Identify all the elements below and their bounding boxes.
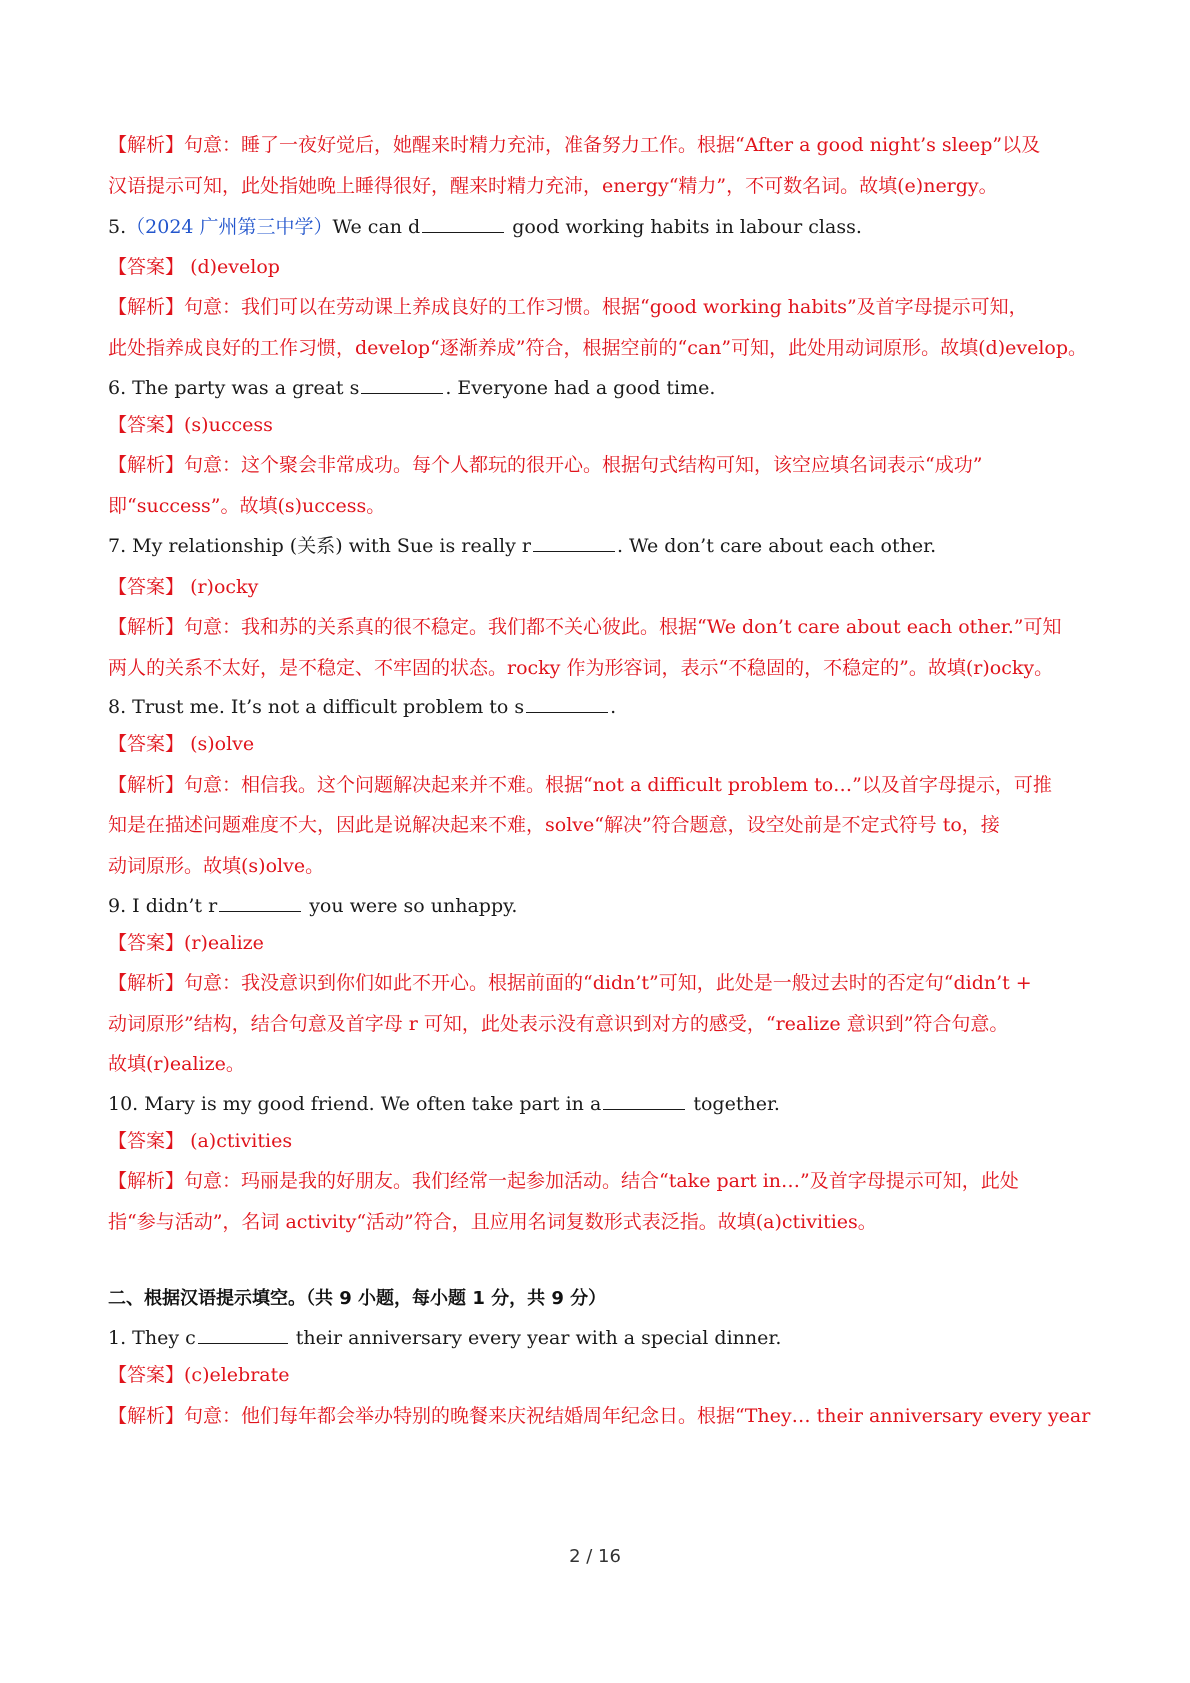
question-10 <box>108 1091 1108 1117</box>
answer-tag: 【答案】 <box>108 1130 185 1152</box>
q9-analysis-line3: 故填(r)ealize。 <box>108 1053 245 1075</box>
q6-blank <box>361 375 443 394</box>
q7-analysis-line1: 【解析】句意：我和苏的关系真的很不稳定。我们都不关心彼此。根据“We don’t care about each other.”可知 <box>108 616 1062 638</box>
q6-analysis-line1: 【解析】句意：这个聚会非常成功。每个人都玩的很开心。根据句式结构可知，该空应填名词表示“成功” <box>108 454 983 476</box>
q10-analysis-line2: 指“参与活动”，名词 activity“活动”符合，且应用名词复数形式表泛指。故填(a)ctivities。 <box>108 1211 877 1233</box>
q5-answer-value: (d)evelop <box>190 256 280 278</box>
question-6 <box>108 375 1108 401</box>
q6-answer-value: (s)uccess <box>184 414 273 436</box>
answer-tag: 【答案】 <box>108 256 185 278</box>
q7-answer <box>108 574 1108 600</box>
s2q1-blank <box>198 1325 288 1344</box>
question-5 <box>108 214 1108 240</box>
q5-analysis-line1: 【解析】句意：我们可以在劳动课上养成良好的工作习惯。根据“good working habits”及首字母提示可知， <box>108 296 1028 318</box>
answer-tag: 【答案】 <box>108 414 185 436</box>
q6-analysis-line2: 即“success”。故填(s)uccess。 <box>108 495 386 517</box>
q9-answer <box>108 930 1108 956</box>
q8-text-pre: 8. Trust me. It’s not a difficult problem to s <box>108 696 525 718</box>
answer-tag: 【答案】 <box>108 1364 185 1386</box>
answer-tag: 【答案】 <box>108 576 185 598</box>
s2q1-answer <box>108 1362 1108 1388</box>
s2q1-analysis-line1: 【解析】句意：他们每年都会举办特别的晚餐来庆祝结婚周年纪念日。根据“They… their anniversary every year <box>108 1405 1091 1427</box>
q5-number: 5. <box>108 216 127 238</box>
q7-blank <box>533 533 615 552</box>
question-9 <box>108 893 1108 919</box>
question-8 <box>108 694 1108 720</box>
q5-source: （2024 广州第三中学） <box>126 216 333 238</box>
question-7 <box>108 533 1108 559</box>
page-number: 2 / 16 <box>569 1546 621 1567</box>
q5-answer <box>108 254 1108 280</box>
q10-text-post: together. <box>693 1093 780 1115</box>
q9-analysis-line2: 动词原形”结构，结合句意及首字母 r 可知，此处表示没有意识到对方的感受，“realize 意识到”符合句意。 <box>108 1013 1009 1035</box>
q5-text-pre: We can d <box>332 216 421 238</box>
s2q1-text-pre: 1. They c <box>108 1327 196 1349</box>
q5-blank <box>422 214 504 233</box>
q6-text-post: . Everyone had a good time. <box>445 377 716 399</box>
q9-text-pre: 9. I didn’t r <box>108 895 218 917</box>
q4-analysis-line2: 汉语提示可知，此处指她晚上睡得很好，醒来时精力充沛，energy“精力”，不可数名词。故填(e)nergy。 <box>108 175 998 197</box>
q7-analysis-line2: 两人的关系不太好，是不稳定、不牢固的状态。rocky 作为形容词，表示“不稳固的，不稳定的”。故填(r)ocky。 <box>108 657 1054 679</box>
q8-answer <box>108 731 1108 757</box>
q8-answer-value: (s)olve <box>190 733 255 755</box>
s2q1-text-post: their anniversary every year with a special dinner. <box>295 1327 782 1349</box>
q8-blank <box>526 694 608 713</box>
s2q1-answer-value: (c)elebrate <box>184 1364 290 1386</box>
q10-blank <box>603 1091 685 1110</box>
q7-answer-value: (r)ocky <box>190 576 259 598</box>
q9-text-post: you were so unhappy. <box>309 895 518 917</box>
section-2-heading: 二、根据汉语提示填空。（共 9 小题，每小题 1 分，共 9 分） <box>108 1288 607 1309</box>
q8-analysis-line1: 【解析】句意：相信我。这个问题解决起来并不难。根据“not a difficult problem to…”以及首字母提示，可推 <box>108 774 1052 796</box>
q6-text-pre: 6. The party was a great s <box>108 377 360 399</box>
q5-text-post: good working habits in labour class. <box>512 216 862 238</box>
answer-tag: 【答案】 <box>108 733 185 755</box>
q8-analysis-line3: 动词原形。故填(s)olve。 <box>108 855 325 877</box>
q8-analysis-line2: 知是在描述问题难度不大，因此是说解决起来不难，solve“解决”符合题意，设空处前是不定式符号 to，接 <box>108 814 1000 836</box>
q7-text-pre: 7. My relationship (关系) with Sue is really r <box>108 535 531 557</box>
q9-blank <box>219 893 301 912</box>
q10-analysis-line1: 【解析】句意：玛丽是我的好朋友。我们经常一起参加活动。结合“take part in…”及首字母提示可知，此处 <box>108 1170 1019 1192</box>
answer-tag: 【答案】 <box>108 932 185 954</box>
q10-text-pre: 10. Mary is my good friend. We often take part in a <box>108 1093 602 1115</box>
q8-text-post: . <box>610 696 617 718</box>
section2-question-1 <box>108 1325 1108 1351</box>
q6-answer <box>108 412 1108 438</box>
q9-answer-value: (r)ealize <box>184 932 264 954</box>
q9-analysis-line1: 【解析】句意：我没意识到你们如此不开心。根据前面的“didn’t”可知，此处是一般过去时的否定句“didn’t + <box>108 972 1032 994</box>
q5-analysis-line2: 此处指养成良好的工作习惯，develop“逐渐养成”符合，根据空前的“can”可知，此处用动词原形。故填(d)evelop。 <box>108 337 1088 359</box>
q10-answer-value: (a)ctivities <box>190 1130 293 1152</box>
q10-answer <box>108 1128 1108 1154</box>
q4-analysis-line1: 【解析】句意：睡了一夜好觉后，她醒来时精力充沛，准备努力工作。根据“After a good night’s sleep”以及 <box>108 134 1041 156</box>
q7-text-post: . We don’t care about each other. <box>616 535 937 557</box>
